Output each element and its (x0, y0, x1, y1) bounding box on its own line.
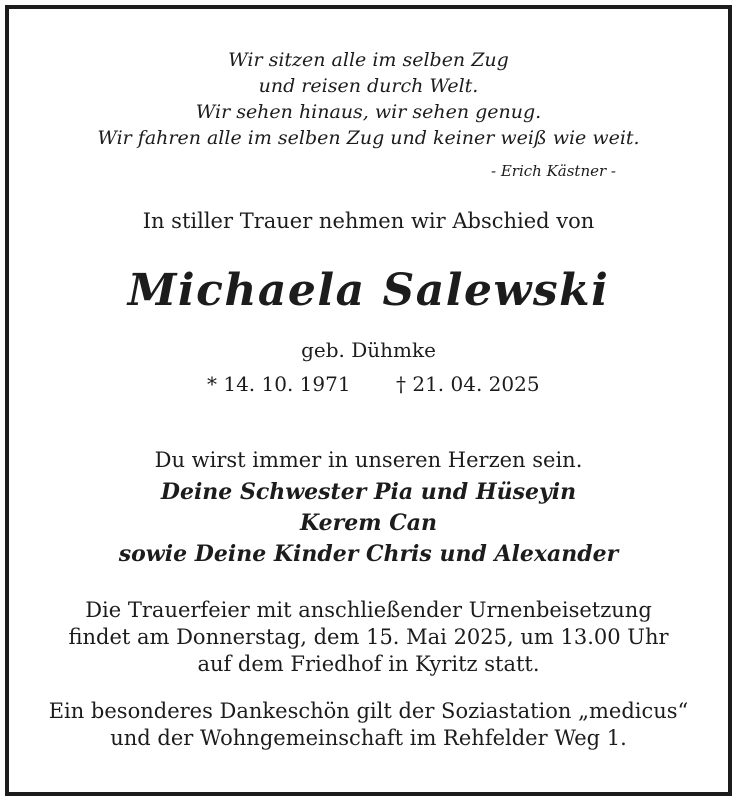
funeral-line: auf dem Friedhof in Kyritz statt. (197, 652, 540, 676)
thanks-line: und der Wohngemeinschaft im Rehfelder Weg 1. (110, 726, 627, 750)
funeral-line: findet am Donnerstag, dem 15. Mai 2025, um 13.00 Uhr (68, 625, 669, 649)
mourner-line: Deine Schwester Pia und Hüseyin (160, 479, 577, 505)
birth-date: * 14. 10. 1971 (207, 372, 351, 396)
mourner-line: Kerem Can (300, 510, 437, 536)
poem-line: Wir sehen hinaus, wir sehen genug. (195, 101, 542, 123)
poem-line: und reisen durch Welt. (258, 75, 479, 97)
maiden-name: geb. Dühmke (301, 338, 436, 362)
intro-text: In stiller Trauer nehmen wir Abschied von (142, 209, 595, 233)
obituary-notice (5, 5, 732, 796)
poem-line: Wir fahren alle im selben Zug und keiner weiß wie weit. (97, 127, 640, 149)
poem-author: - Erich Kästner - (490, 162, 616, 180)
death-date: † 21. 04. 2025 (396, 372, 540, 396)
deceased-name: Michaela Salewski (127, 265, 610, 316)
remembrance-text: Du wirst immer in unseren Herzen sein. (154, 448, 583, 472)
thanks-line: Ein besonderes Dankeschön gilt der Soziastation „medicus“ (48, 699, 689, 723)
funeral-line: Die Trauerfeier mit anschließender Urnenbeisetzung (85, 598, 652, 622)
mourner-line: sowie Deine Kinder Chris und Alexander (118, 541, 619, 567)
poem-line: Wir sitzen alle im selben Zug (228, 49, 509, 71)
